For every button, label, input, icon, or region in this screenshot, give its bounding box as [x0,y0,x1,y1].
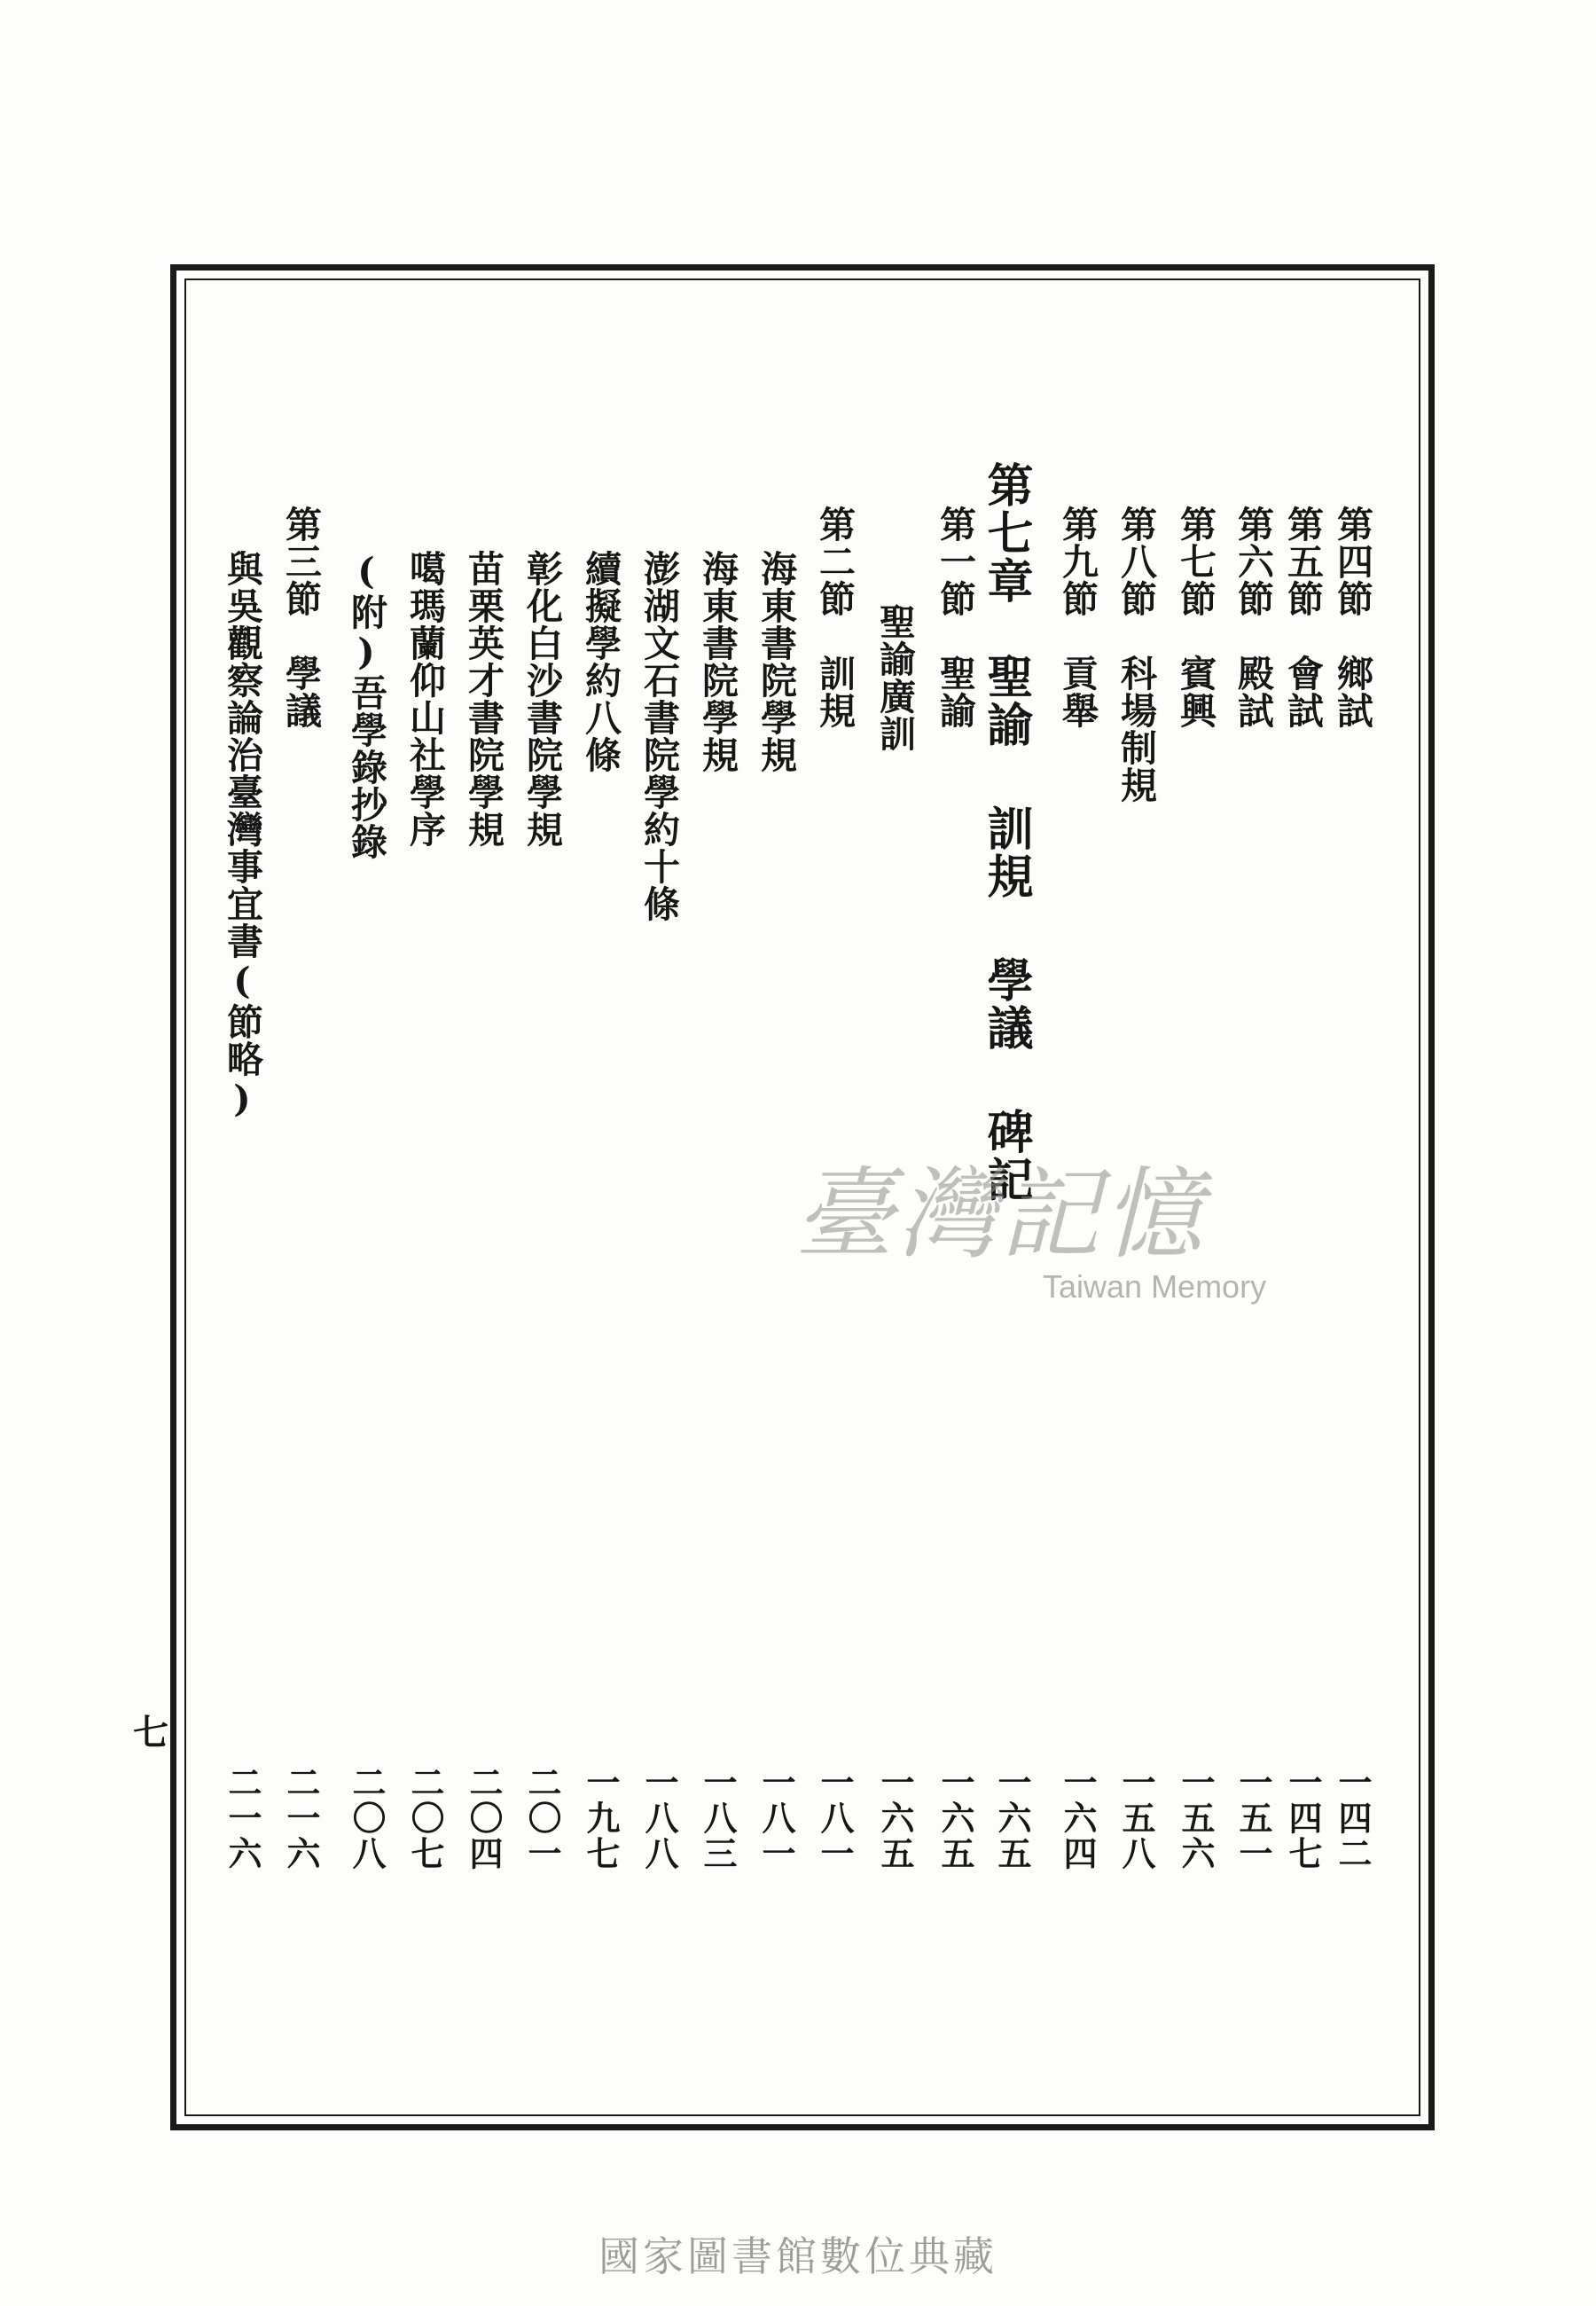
toc-entry-4: 第七節 賓興 [1174,506,1217,729]
toc-page-6: 一六四 [1058,1765,1098,1871]
toc-page-20: 二一六 [223,1765,262,1871]
toc-entry-2: 第五節 會試 [1281,506,1324,729]
toc-page-10: 一八一 [815,1765,855,1871]
toc-page-18: 二〇八 [347,1765,387,1871]
toc-page-15: 二〇一 [522,1765,562,1871]
toc-page-19: 二一六 [281,1765,321,1871]
toc-chapter-7: 第七章 聖諭 訓規 學議 碑記 [979,461,1033,1204]
toc-entry-12: 海東書院學規 [696,550,739,773]
toc-page-12: 一八三 [698,1765,738,1871]
toc-entry-6: 第九節 貢舉 [1056,506,1099,729]
toc-page-7: 一六五 [992,1765,1032,1871]
watermark [794,1135,1291,1313]
toc-page-3: 一五一 [1233,1765,1273,1871]
toc-entry-19: 第三節 學議 [279,506,322,729]
watermark-title: 臺灣記憶 [794,1157,1206,1273]
watermark-subtitle: Taiwan Memory [1043,1268,1267,1305]
toc-entry-16: 苗栗英才書院學規 [462,550,505,848]
toc-page-4: 一五六 [1176,1765,1216,1871]
toc-page-1: 一四二 [1333,1765,1373,1871]
toc-page-11: 一八一 [756,1765,796,1871]
toc-entry-13: 澎湖文石書院學約十條 [638,550,680,922]
toc-entry-15: 彰化白沙書院學規 [520,550,563,848]
toc-entry-20: 與吳觀察論治臺灣事宜書(節略) [221,550,263,1121]
toc-entry-3: 第六節 殿試 [1232,506,1274,729]
toc-entry-10: 第二節 訓規 [813,506,856,729]
toc-page-5: 一五八 [1116,1765,1156,1871]
toc-entry-5: 第八節 科場制規 [1115,506,1157,804]
toc-page-14: 一九七 [581,1765,621,1871]
footer-credit: 國家圖書館數位典藏 [598,2232,998,2280]
toc-entry-18: (附)吾學錄抄錄 [345,550,387,860]
toc-entry-1: 第四節 鄉試 [1331,506,1373,729]
toc-page-8: 一六五 [935,1765,975,1871]
toc-entry-14: 續擬學約八條 [579,550,622,773]
toc-page-9: 一六五 [875,1765,915,1871]
page-folio: 七 [133,1712,168,1753]
toc-page-2: 一四七 [1283,1765,1323,1871]
toc-entry-17: 噶瑪蘭仰山社學序 [403,550,446,848]
toc-page-17: 二〇七 [405,1765,445,1871]
toc-entry-9: 聖諭廣訓 [873,603,916,752]
toc-entry-11: 海東書院學規 [755,550,797,773]
toc-page-16: 二〇四 [464,1765,504,1871]
toc-page-13: 一八八 [639,1765,679,1871]
toc-entry-8: 第一節 聖諭 [934,506,976,729]
